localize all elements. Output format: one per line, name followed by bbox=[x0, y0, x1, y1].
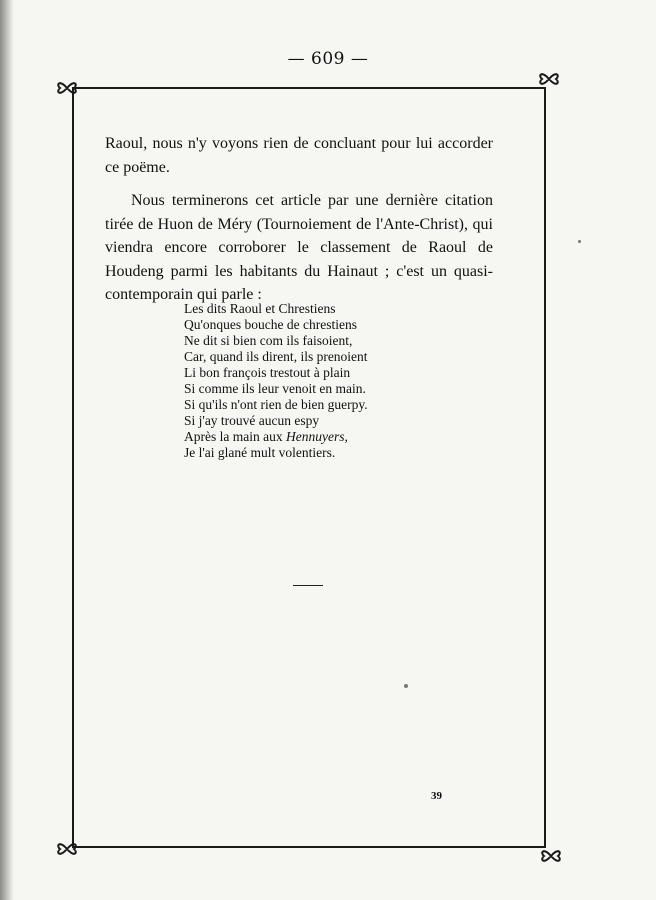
corner-flourish-bottom-right-icon bbox=[538, 843, 564, 869]
verse-line: Qu'onques bouche de chrestiens bbox=[184, 317, 358, 332]
ink-speck bbox=[404, 684, 408, 688]
paragraph-1: Raoul, nous n'y voyons rien de concluant pour lui accorder ce poëme. bbox=[105, 135, 493, 176]
verse-line: Li bon françois trestout à plain bbox=[184, 365, 351, 380]
ink-speck bbox=[578, 240, 581, 243]
paragraph-2: Nous terminerons cet article par une dernière citation tirée de Huon de Méry (Tournoiement de l'Ante-Christ), qui viendra encore corroborer le classement de Raoul de Houdeng parmi les habitants du Hainaut ; c'est un quasi-contemporain qui parle : bbox=[105, 192, 493, 303]
verse-line: Car, quand ils dirent, ils prenoient bbox=[184, 349, 368, 364]
signature-mark: 39 bbox=[431, 790, 442, 802]
page-number: — 609 — bbox=[287, 49, 369, 69]
corner-flourish-top-left-icon bbox=[54, 75, 80, 101]
verse-line: Si qu'ils n'ont rien de bien guerpy. bbox=[184, 397, 368, 412]
verse-line: Ne dit si bien com ils faisoient, bbox=[184, 333, 353, 348]
verse-line: Si comme ils leur venoit en main. bbox=[184, 381, 366, 396]
verse-line: Si j'ay trouvé aucun espy bbox=[184, 413, 320, 428]
corner-flourish-top-right-icon bbox=[536, 66, 562, 92]
body-text bbox=[105, 132, 493, 307]
corner-flourish-bottom-left-icon bbox=[54, 836, 80, 862]
verse-line: Je l'ai glané mult volentiers. bbox=[184, 445, 336, 460]
section-end-rule bbox=[293, 585, 323, 586]
verse-line: Les dits Raoul et Chrestiens bbox=[184, 301, 336, 316]
binding-shadow bbox=[0, 0, 14, 900]
verse-quotation bbox=[184, 301, 424, 461]
verse-line: Après la main aux Hennuyers, bbox=[184, 429, 348, 444]
italic-word: Hennuyers, bbox=[285, 429, 348, 444]
